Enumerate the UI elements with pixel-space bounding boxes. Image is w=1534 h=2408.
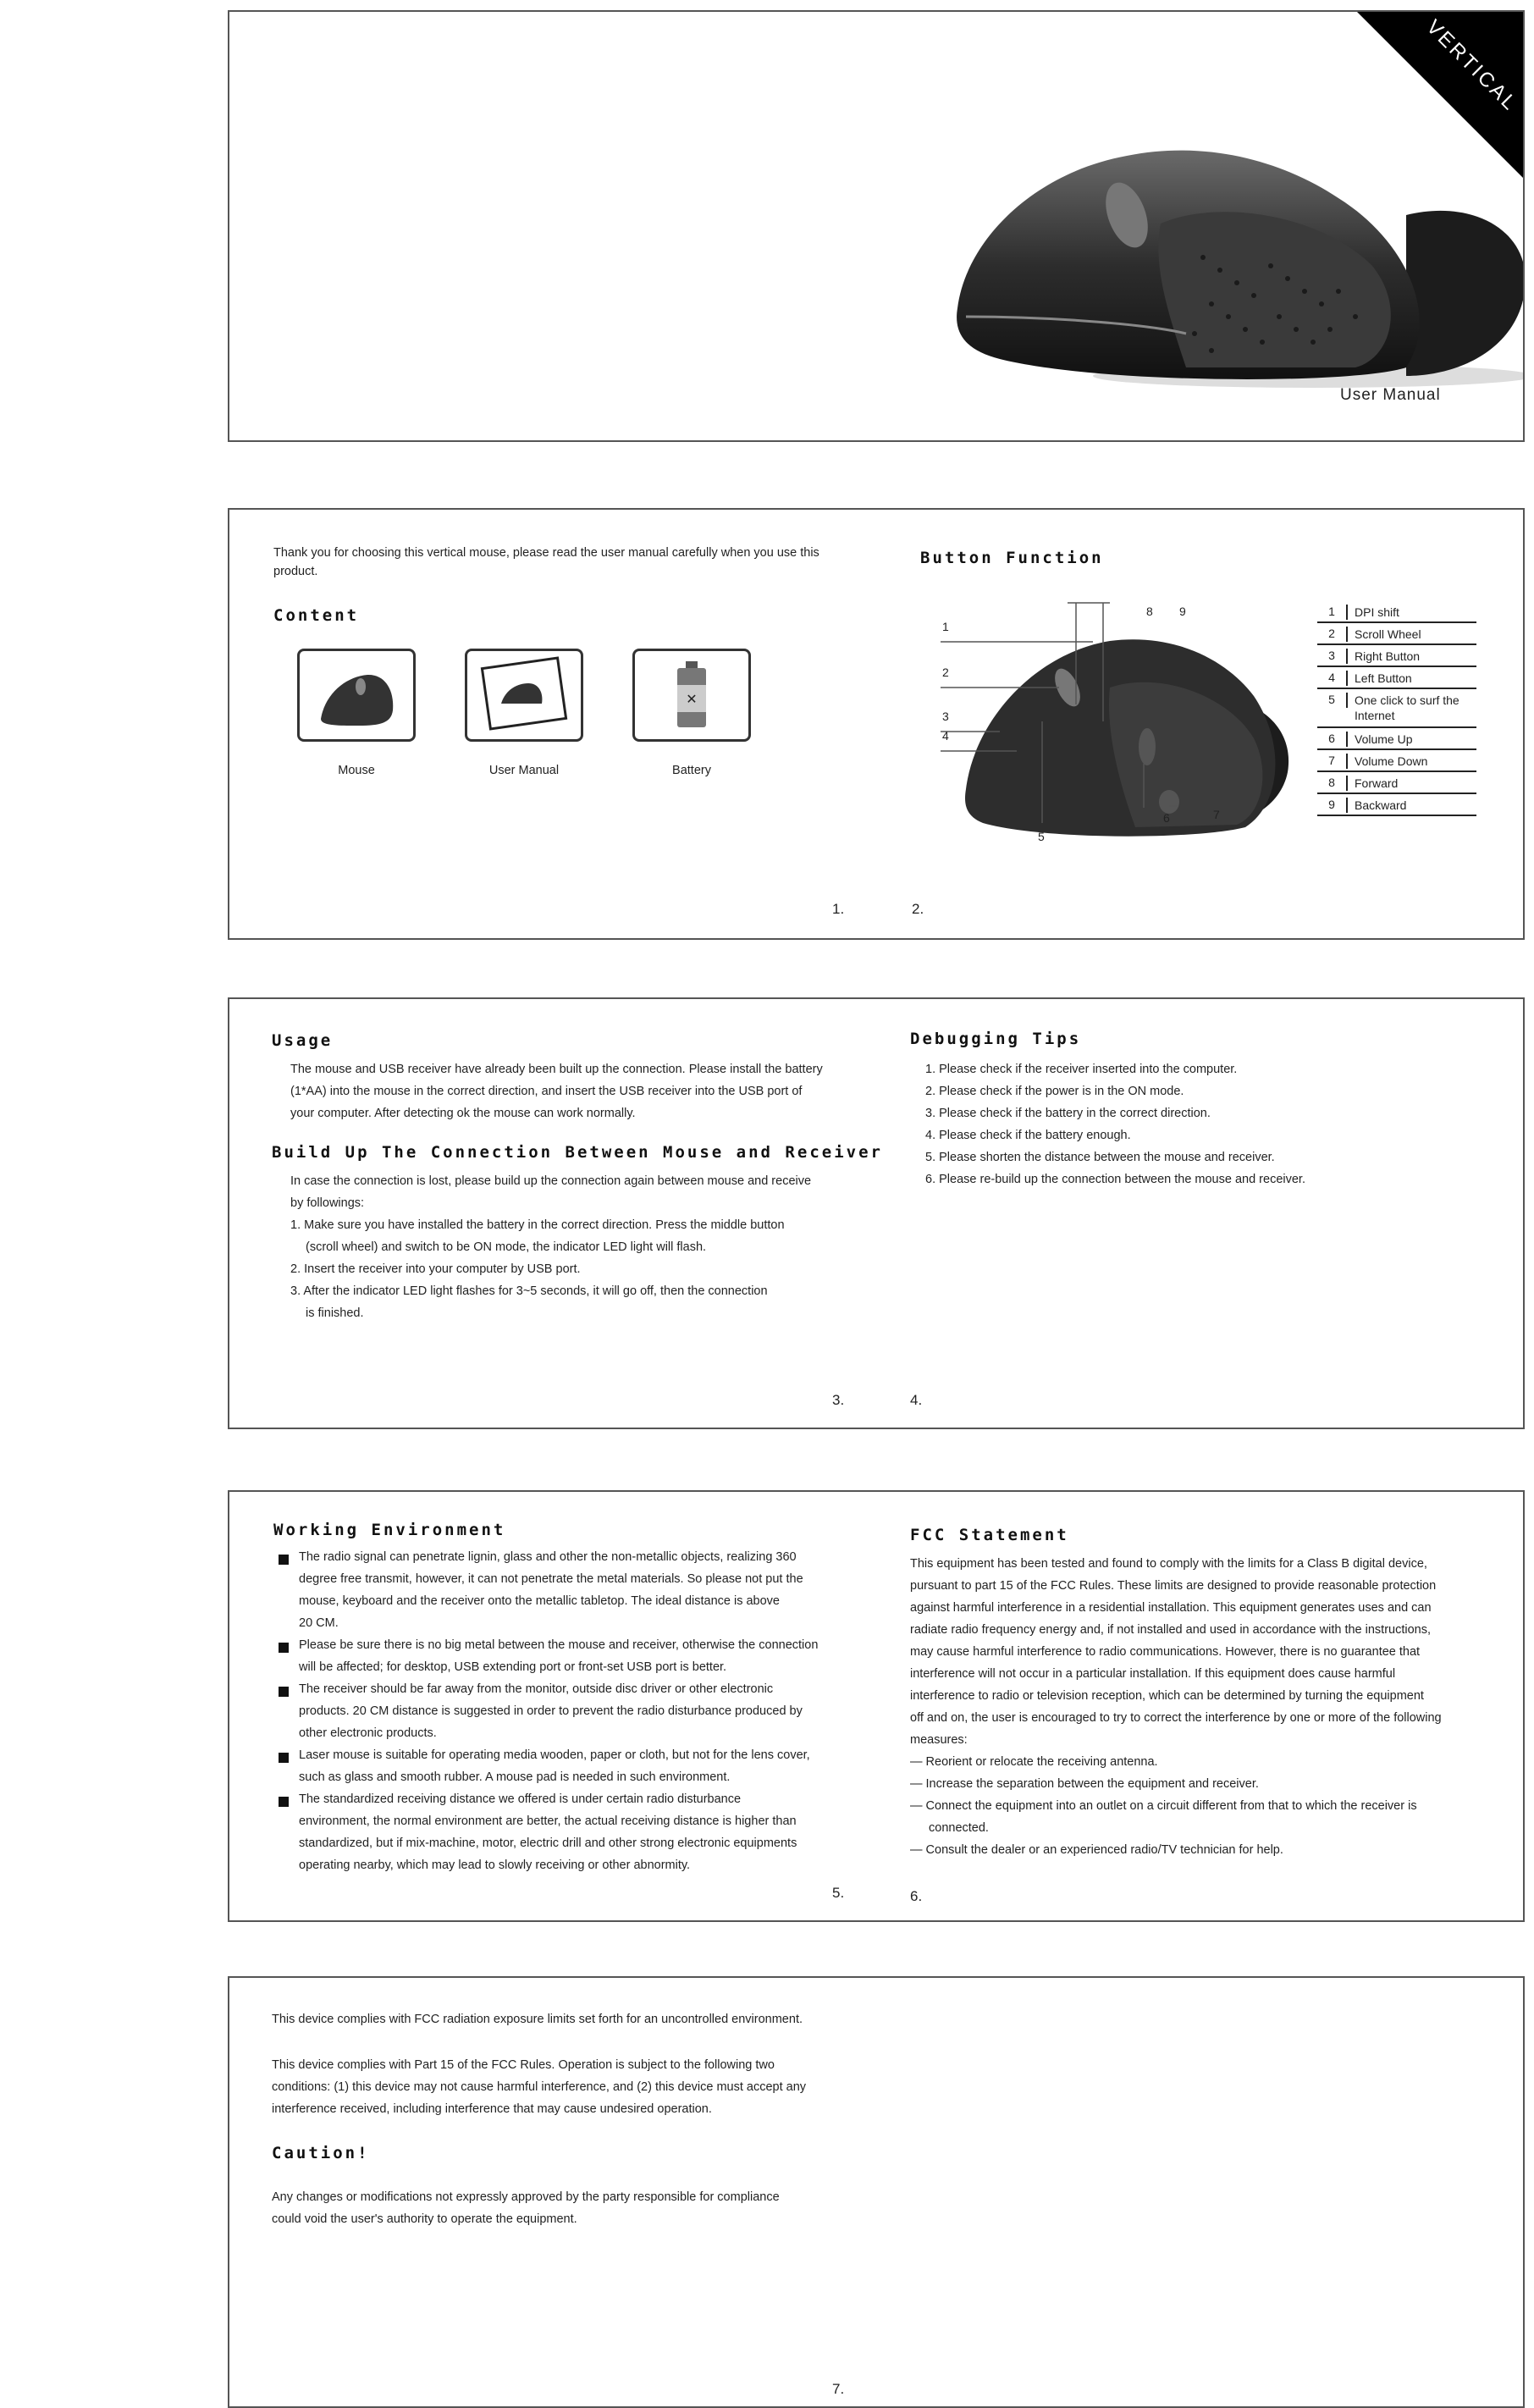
function-row: 6 Volume Up	[1317, 728, 1476, 750]
debugging-tips-list: 1. Please check if the receiver inserted into the computer. 2. Please check if the power is in the ON mode. 3. Please check if the battery in the correct direction. 4. Please check if the battery enough. 5. Please shorten the distance between the mouse and receiver. 6. Please re-build up the connection between the mouse and receiver.	[925, 1063, 1305, 1186]
sheet-pages-5-6	[228, 1490, 1525, 1922]
build-connection-heading: Build Up The Connection Between Mouse and Receiver	[272, 1143, 883, 1162]
mouse-label: Mouse	[338, 764, 375, 777]
sheet-page-7	[228, 1976, 1525, 2408]
build-connection-text: In case the connection is lost, please build up the connection again between mouse and receive by followings: 1. Make sure you have installed the battery in the correct direction. Press the middle button (scroll wheel) and switch to be ON mode, the indicator LED light will flash. 2. Insert the receiver into your computer by USB port. 3. After the indicator LED light flashes for 3~5 seconds, it will go off, then the connection is finished.	[290, 1174, 812, 1320]
page-number-5: 5.	[832, 1885, 845, 1901]
environment-item: The radio signal can penetrate lignin, glass and other the non-metallic objects, realizing 360 degree free transmit, however, it can not penetrate the metal materials. So please not put the mouse, keyboard and the receiver onto the metallic tabletop. The ideal distance is above 20 CM.	[299, 1550, 803, 1630]
function-row: 5 One click to surf the Internet	[1317, 689, 1476, 728]
page-number-3: 3.	[832, 1392, 845, 1408]
caution-text: Any changes or modifications not expressly approved by the party responsible for compliance could void the user's authority to operate the equipment.	[272, 2190, 780, 2226]
mouse-icon	[300, 651, 413, 739]
bullet-icon	[279, 1797, 289, 1807]
page-number-2: 2.	[912, 901, 924, 917]
cover-subtitle: User Manual	[1340, 386, 1441, 404]
caution-heading: Caution!	[272, 2144, 370, 2162]
callout-5: 5	[1038, 830, 1045, 843]
mouse-thumbnail	[297, 649, 416, 742]
function-row: 2 Scroll Wheel	[1317, 623, 1476, 645]
environment-item: Please be sure there is no big metal between the mouse and receiver, otherwise the connection will be affected; for desktop, USB extending port or front-set USB port is better.	[299, 1638, 819, 1674]
usage-heading: Usage	[272, 1031, 334, 1050]
debugging-tips-heading: Debugging Tips	[910, 1030, 1082, 1048]
callout-4: 4	[942, 729, 949, 743]
battery-thumbnail	[632, 649, 751, 742]
svg-text:✕: ✕	[686, 691, 698, 707]
environment-item: The receiver should be far away from the monitor, outside disc driver or other electronic products. 20 CM distance is suggested in order to prevent the radio disturbance produced by other electronic products.	[299, 1682, 803, 1740]
function-row: 4 Left Button	[1317, 667, 1476, 689]
bullet-icon	[279, 1753, 289, 1763]
environment-item: Laser mouse is suitable for operating media wooden, paper or cloth, but not for the lens cover, such as glass and smooth rubber. A mouse pad is needed in such environment.	[299, 1748, 810, 1784]
vertical-brand-text: VERTICAL	[1421, 15, 1523, 117]
fcc-part15-text: This device complies with Part 15 of the FCC Rules. Operation is subject to the following two conditions: (1) this device may not cause harmful interference, and (2) this device must accept any interference received, including interference that may cause undesired operation.	[272, 2058, 807, 2116]
callout-9: 9	[1179, 605, 1186, 618]
bullet-icon	[279, 1643, 289, 1653]
working-environment-heading: Working Environment	[273, 1521, 506, 1539]
callout-1: 1	[942, 620, 949, 633]
page-number-1: 1.	[832, 901, 845, 917]
button-function-table	[1317, 601, 1476, 816]
function-row: 9 Backward	[1317, 794, 1476, 816]
callout-8: 8	[1146, 605, 1153, 618]
usage-text: The mouse and USB receiver have already been built up the connection. Please install the battery (1*AA) into the mouse in the correct direction, and insert the USB receiver into the USB port of your computer. After detecting ok the mouse can work normally.	[290, 1063, 823, 1120]
function-row: 8 Forward	[1317, 772, 1476, 794]
sheet-pages-1-2	[228, 508, 1525, 940]
sheet-pages-3-4	[228, 997, 1525, 1429]
callout-7: 7	[1213, 808, 1220, 821]
manual-thumbnail	[465, 649, 583, 742]
fcc-exposure-text: This device complies with FCC radiation exposure limits set forth for an uncontrolled environment.	[272, 2013, 803, 2026]
intro-text: Thank you for choosing this vertical mouse, please read the user manual carefully when you use this product.	[273, 546, 819, 578]
callout-6: 6	[1163, 811, 1170, 825]
button-function-heading: Button Function	[920, 549, 1104, 567]
fcc-statement-text: This equipment has been tested and found to comply with the limits for a Class B digital device, pursuant to part 15 of the FCC Rules. These limits are designed to provide reasonable protection against harmful interference in a residential installation. This equipment generates uses and can radiate radio frequency energy and, if not installed and used in accordance with the instructions, may cause harmful interference to radio communications. However, there is no guarantee that interference will not occur in a particular installation. If this equipment does cause harmful interference to radio or television reception, which can be determined by turning the equipment off and on, the user is encouraged to try to correct the interference by one or more of the following measures: — Reorient or relocate the receiving antenna. — Increase the separation between the equipment and receiver. — Connect the equipment into an outlet on a circuit different from that to which the receiver is connected. — Consult the dealer or an experienced radio/TV technician for help.	[910, 1557, 1442, 1857]
function-row: 7 Volume Down	[1317, 750, 1476, 772]
bullet-icon	[279, 1687, 289, 1697]
page-number-7: 7.	[832, 2381, 845, 2397]
function-row: 3 Right Button	[1317, 645, 1476, 667]
function-row: 1 DPI shift	[1317, 601, 1476, 623]
page-number-4: 4.	[910, 1392, 923, 1408]
bullet-icon	[279, 1555, 289, 1565]
cover-sheet	[228, 10, 1525, 442]
content-heading: Content	[273, 606, 360, 625]
callout-2: 2	[942, 666, 949, 679]
callout-3: 3	[942, 710, 949, 723]
manual-label: User Manual	[488, 764, 560, 777]
manual-icon	[467, 651, 581, 739]
fcc-statement-heading: FCC Statement	[910, 1526, 1069, 1544]
battery-icon	[635, 651, 748, 739]
button-diagram	[941, 594, 1313, 857]
environment-item: The standardized receiving distance we offered is under certain radio disturbance environment, the normal environment are better, the actual receiving distance is higher than standardized, but if mix-machine, motor, electric drill and other strong electronic equipments operating nearby, which may lead to slowly receiving or other abnormity.	[299, 1792, 797, 1872]
battery-label: Battery	[672, 764, 711, 777]
mouse-image	[932, 122, 1525, 393]
page-number-6: 6.	[910, 1888, 923, 1904]
